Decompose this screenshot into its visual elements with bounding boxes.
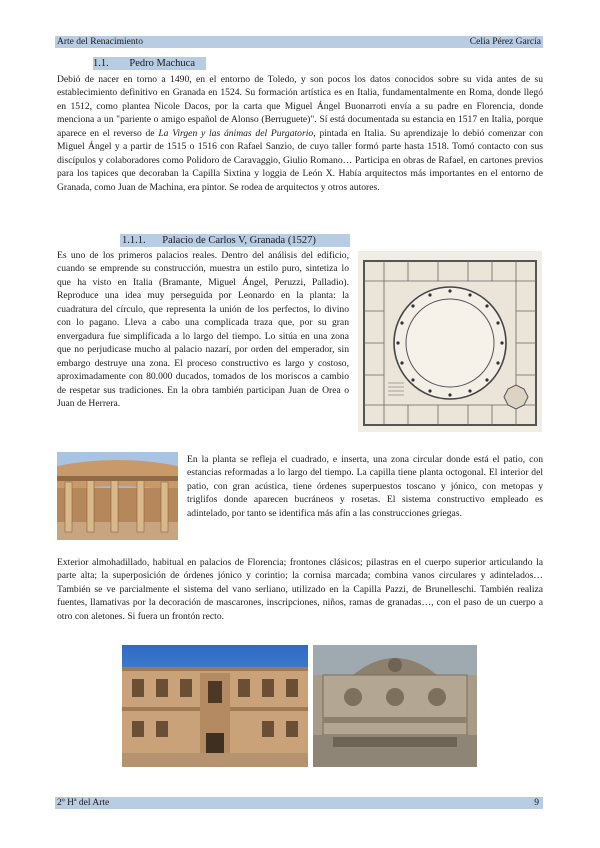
header-author: Celia Pérez García (469, 37, 541, 47)
footer-course: 2º Hª del Arte (57, 798, 110, 808)
page-header (55, 36, 543, 48)
intro-artwork-title: La Virgen y las ánimas del Purgatorio (158, 127, 314, 139)
section-title: Pedro Machuca (129, 58, 195, 69)
subsection-number: 1.1.1. (122, 235, 146, 246)
section-heading (93, 57, 206, 70)
fountain-photo (313, 645, 477, 767)
paragraph-plan-courtyard: En la planta se refleja el cuadrado, e inserta, una zona circular donde está el patio, con estancias reformadas a lo largo del tiempo. La capilla tiene planta octogonal. El interior del patio, con gran acústica, tiene órdenes superpuestos toscano y jónico, con metopas y triglifos donde aparecen bucráneos y rosetas. El sistema constructivo empleado es adintelado, por tanto se identifica más afín a las construcciones griegas. (187, 454, 543, 519)
subsection-title: Palacio de Carlos V, Granada (1527) (162, 235, 316, 246)
section-number: 1.1. (93, 58, 109, 69)
floor-plan-image (358, 251, 542, 432)
intro-text-rest: , pintada en Italia. Su aprendizaje lo debió comenzar con Miguel Ángel y a partir de 1515 o 1516 con Rafael Sanzio, de cuyo taller formó parte hasta 1518. Tomó contacto con sus discípulos y colaboradores como Polidoro de Caravaggio, Giulio Romano… Participa en obras de Rafael, en cartones previos para los tapices que decoraban la Capilla Sixtina y loggia de León X. Había arquitectos más importantes en el entorno de Granada, como Juan de Machina, era pintor. Se rodea de arquitectos y otros autores. (57, 127, 544, 193)
page-number: 9 (534, 798, 539, 808)
intro-text: Debió de nacer en torno a 1490, en el entorno de Toledo, y son pocos los datos conocidos sobre su vida antes de su establecimiento definitivo en Granada en 1524. Su formación artística es en Italia, fundamentalmente en Roma, donde llegó en 1512, como plantea Nicole Dacos, por la carta que Miguel Ángel Buonarroti envía a su padre en Florencia, donde menciona a un "pariente o amigo español de Alonso (Berruguete)". Sí está documentada su estancia en 1517 en Italia, porque aparece en el reverso de (57, 74, 543, 139)
page-footer (55, 797, 543, 809)
facade-photo (122, 645, 308, 767)
header-course-title: Arte del Renacimiento (57, 37, 143, 47)
paragraph-exterior-fountains: Exterior almohadillado, habitual en palacios de Florencia; frontones clásicos; pilastras en el cuerpo superior articulando la parte alta; la superposición de órdenes jónico y corintio; la cornisa marcada; combina vanos circulares y adintelados… También se ve parcialmente el sistema del vano serliano, utilizado en la Capilla Pazzi, de Brunelleschi. También realiza fuentes, llamativas por la decoración de mascarones, inscripciones, niños, ramas de granadas…, con el paso de un cuerpo a otro con aletones. Si fuera un frontón recto. (57, 557, 543, 622)
courtyard-photo (57, 452, 178, 540)
subsection-heading (120, 234, 350, 247)
intro-paragraph (57, 73, 543, 194)
paragraph-palace-intro: Es uno de los primeros palacios reales. Dentro del análisis del edificio, cuando se emprende su construcción, muestra un estilo puro, sintetiza lo que ha visto en Italia (Bramante, Miguel Ángel, Peruzzi, Palladio). Reproduce una idea muy perseguida por Leonardo en la planta: la cuadratura del círculo, que representa la unión de los perfectos, lo divino con lo pagano. Lleva a cabo una complicada traza que, por su gran envergadura fue simplificada a lo largo del tiempo. Lo sitúa en una zona que no perjudicase mucho al palacio nazarí, por orden del emperador, sin embargo destruye una zona. El proceso constructivo es largo y costoso, aproximadamente con 80.000 ducados, tomados de los moriscos a cambio de respetar sus tradiciones. En la obra también participan Juan de Orea o Juan de Herrera. (57, 250, 349, 409)
